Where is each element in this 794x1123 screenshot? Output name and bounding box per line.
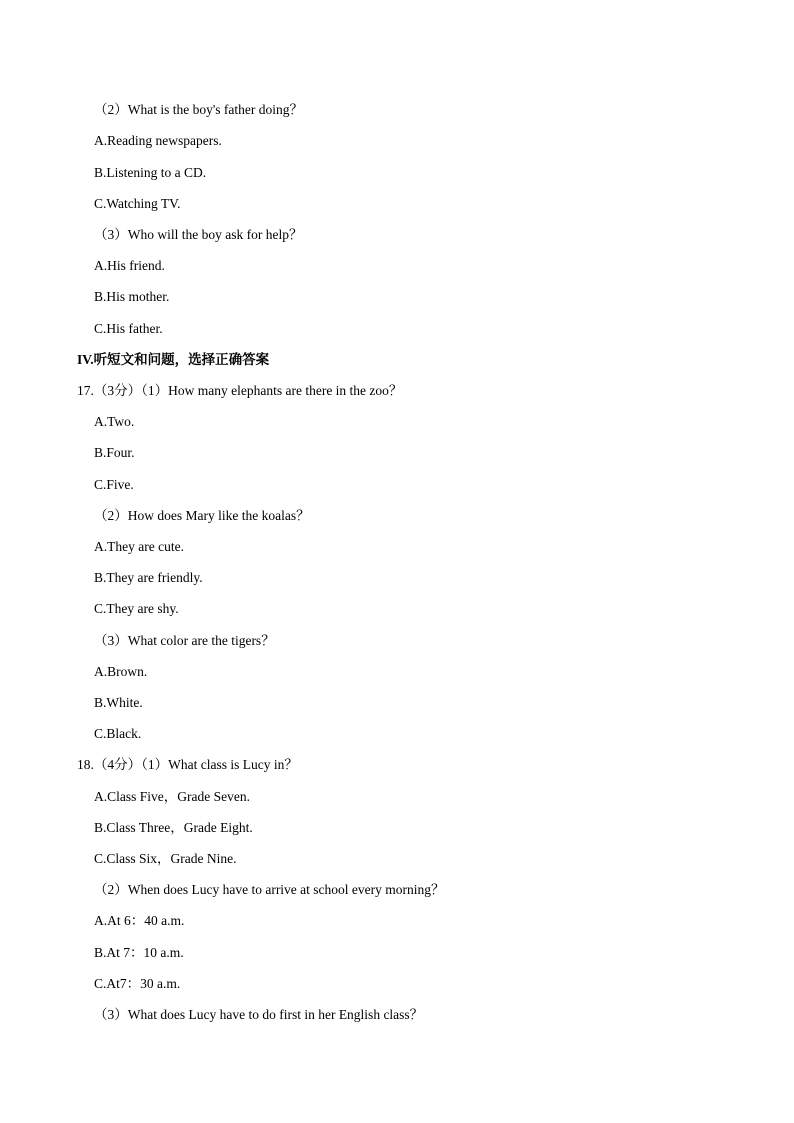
option-18-2-a: A.At 6：40 a.m. bbox=[94, 913, 185, 928]
option-17-2-c: C.They are shy. bbox=[94, 601, 179, 616]
option-16-2-c: C.Watching TV. bbox=[94, 196, 181, 211]
option-17-3-c: C.Black. bbox=[94, 726, 142, 741]
option-18-2-b: B.At 7：10 a.m. bbox=[94, 945, 184, 960]
option-17-3-b: B.White. bbox=[94, 695, 143, 710]
option-17-3-a: A.Brown. bbox=[94, 664, 148, 679]
option-16-3-c: C.His father. bbox=[94, 321, 163, 336]
option-17-2-a: A.They are cute. bbox=[94, 539, 184, 554]
option-16-2-b: B.Listening to a CD. bbox=[94, 165, 207, 180]
question-17-3-stem: （3）What color are the tigers？ bbox=[94, 633, 275, 648]
option-16-3-a: A.His friend. bbox=[94, 258, 165, 273]
option-18-1-a: A.Class Five，Grade Seven. bbox=[94, 789, 250, 804]
section-heading-iv: IV.听短文和问题，选择正确答案 bbox=[77, 352, 270, 367]
option-17-1-b: B.Four. bbox=[94, 445, 135, 460]
option-18-1-b: B.Class Three，Grade Eight. bbox=[94, 820, 253, 835]
question-16-2-stem: （2）What is the boy's father doing？ bbox=[94, 102, 304, 117]
option-16-2-a: A.Reading newspapers. bbox=[94, 133, 222, 148]
option-17-2-b: B.They are friendly. bbox=[94, 570, 203, 585]
option-18-1-c: C.Class Six，Grade Nine. bbox=[94, 851, 237, 866]
question-17-1-stem: 17.（3分）（1）How many elephants are there in the zoo？ bbox=[77, 383, 403, 398]
question-18-3-stem: （3）What does Lucy have to do first in her English class？ bbox=[94, 1007, 424, 1022]
question-17-2-stem: （2）How does Mary like the koalas？ bbox=[94, 508, 310, 523]
option-17-1-a: A.Two. bbox=[94, 414, 135, 429]
question-18-2-stem: （2）When does Lucy have to arrive at school every morning？ bbox=[94, 882, 445, 897]
option-16-3-b: B.His mother. bbox=[94, 289, 170, 304]
question-18-1-stem: 18.（4分）（1）What class is Lucy in？ bbox=[77, 757, 298, 772]
option-18-2-c: C.At7：30 a.m. bbox=[94, 976, 181, 991]
question-16-3-stem: （3）Who will the boy ask for help？ bbox=[94, 227, 303, 242]
option-17-1-c: C.Five. bbox=[94, 477, 134, 492]
